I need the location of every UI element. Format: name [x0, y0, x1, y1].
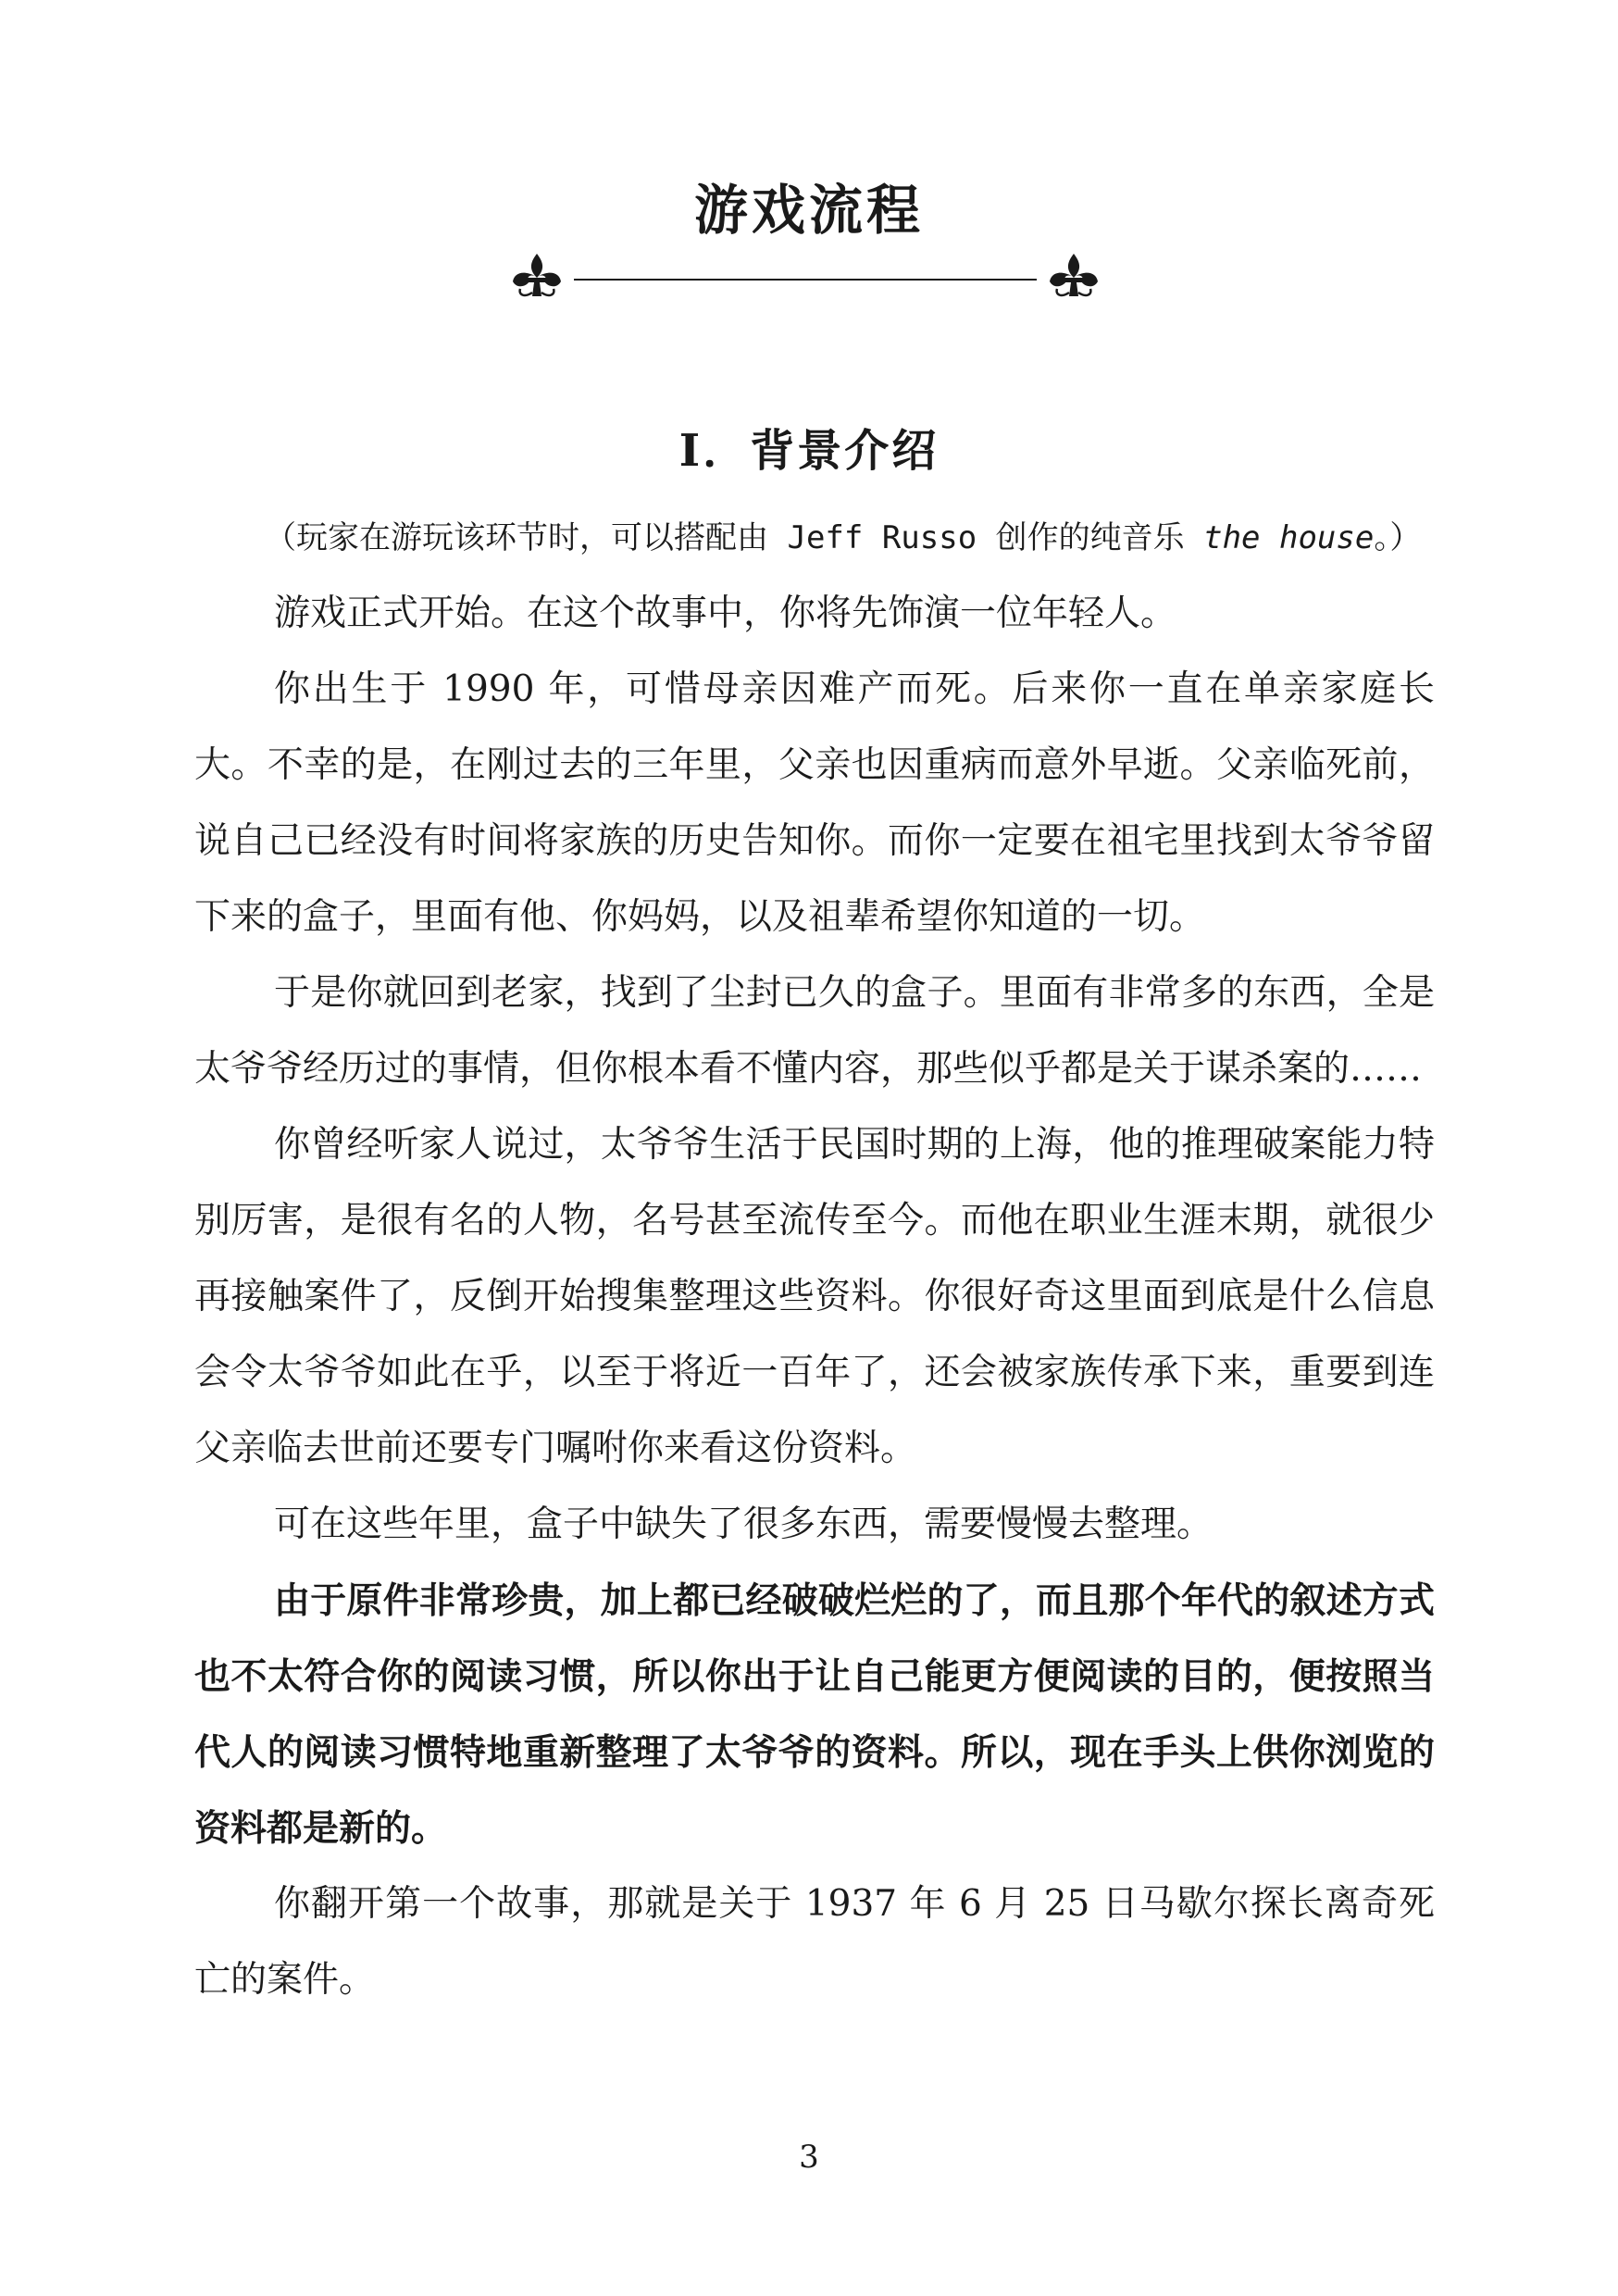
fleur-de-lis-right-icon: [1050, 254, 1098, 296]
paragraph: 你曾经听家人说过，太爷爷生活于民国时期的上海，他的推理破案能力特别厉害，是很有名的人物，名号甚至流传至今。而他在职业生涯末期，就很少再接触案件了，反倒开始搜集整理这些资料。你很好奇这里面到底是什么信息会令太爷爷如此在乎，以至于将近一百年了，还会被家族传承下来，重要到连父亲临去世前还要专门嘱咐你来看这份资料。: [194, 1124, 1435, 1469]
paragraph: 你翻开第一个故事，那就是关于 1937 年 6 月 25 日马歇尔探长离奇死亡的案件。: [194, 1883, 1435, 2001]
page-number: 3: [799, 2139, 819, 2176]
music-note-close: 。）: [1374, 519, 1422, 556]
paragraph: 于是你就回到老家，找到了尘封已久的盒子。里面有非常多的东西，全是太爷爷经历过的事情，但你根本看不懂内容，那些似乎都是关于谋杀案的……: [194, 972, 1435, 1090]
paragraph: 游戏正式开始。在这个故事中，你将先饰演一位年轻人。: [274, 593, 1177, 634]
paragraph: 你出生于 1990 年，可惜母亲因难产而死。后来你一直在单亲家庭长大。不幸的是，在刚过去的三年里，父亲也因重病而意外早逝。父亲临死前，说自己已经没有时间将家族的历史告知你。而你一定要在祖宅里找到太爷爷留下来的盒子，里面有他、你妈妈，以及祖辈希望你知道的一切。: [194, 668, 1435, 938]
music-note: [194, 500, 1435, 576]
fleur-de-lis-left-icon: [513, 254, 561, 296]
body-text: [194, 500, 1435, 2018]
music-note-song: the house: [1203, 519, 1375, 556]
music-note-open: （玩家在游玩该环节时，可以搭配由 Jeff Russo 创作的纯音乐: [265, 519, 1204, 556]
section-heading: Ⅰ．背景介绍: [678, 425, 940, 477]
page-title: 游戏流程: [693, 179, 924, 242]
bold-paragraph: 由于原件非常珍贵，加上都已经破破烂烂的了，而且那个年代的叙述方式也不太符合你的阅读习惯，所以你出于让自己能更方便阅读的目的，便按照当代人的阅读习惯特地重新整理了太爷爷的资料。所以，现在手头上供你浏览的资料都是新的。: [194, 1579, 1435, 1850]
title-ornament: [500, 239, 1111, 313]
paragraph: 可在这些年里，盒子中缺失了很多东西，需要慢慢去整理。: [274, 1504, 1214, 1545]
